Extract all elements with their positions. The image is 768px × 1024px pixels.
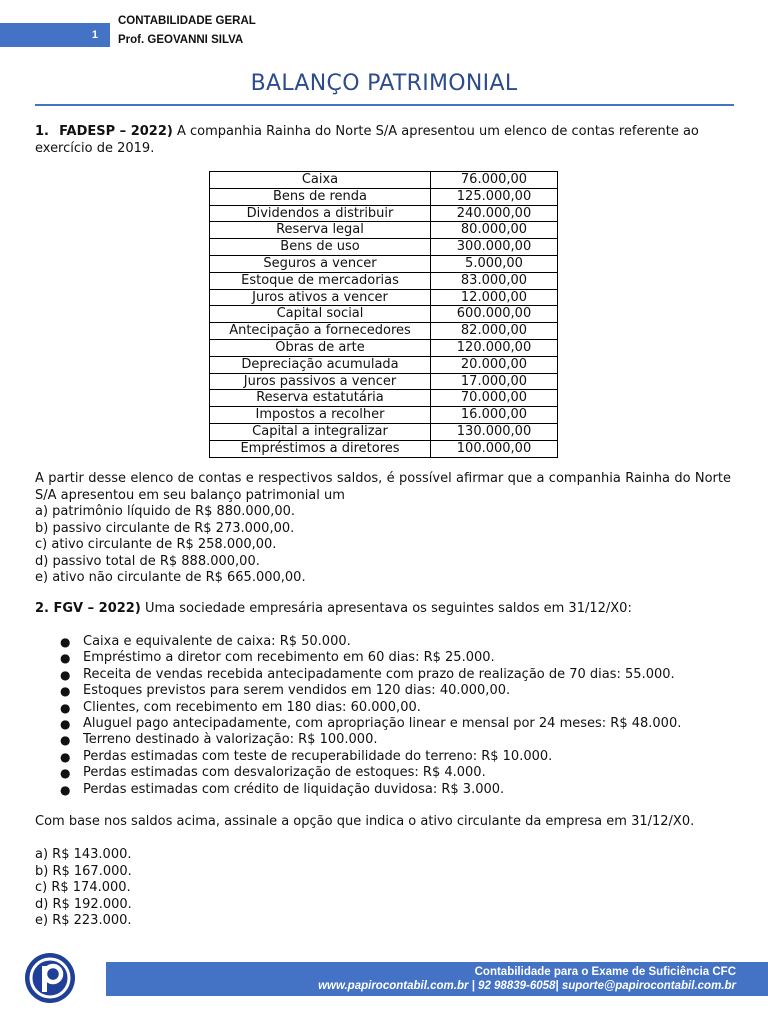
- bullet-icon: ●: [60, 684, 71, 699]
- account-name-cell: Reserva legal: [210, 222, 431, 239]
- bullet-icon: ●: [60, 782, 71, 797]
- account-value-cell: 83.000,00: [431, 272, 558, 289]
- list-item: ● Aluguel pago antecipadamente, com apropriação linear e mensal por 24 meses: R$ 48.000.: [60, 716, 682, 732]
- q1-text: A companhia Rainha do Norte S/A apresentou um elenco de contas referente ao exercício de 2019.: [35, 124, 699, 156]
- q1-statement: [35, 124, 731, 157]
- page-title: BALANÇO PATRIMONIAL: [250, 71, 518, 96]
- bullet-icon: ●: [60, 667, 71, 682]
- account-value-cell: 82.000,00: [431, 323, 558, 340]
- q2-option-d: d) R$ 192.000.: [35, 896, 132, 912]
- bullet-icon: ●: [60, 733, 71, 748]
- bullet-icon: ●: [60, 766, 71, 781]
- table-row: [210, 323, 558, 340]
- bullet-icon: ●: [60, 635, 71, 649]
- q2-option-e: e) R$ 223.000.: [35, 913, 132, 928]
- list-item: ● Caixa e equivalente de caixa: R$ 50.000.: [60, 634, 351, 649]
- list-item: ● Clientes, com recebimento em 180 dias: 60.000,00.: [60, 699, 421, 715]
- professor-name: Prof. GEOVANNI SILVA: [118, 34, 244, 46]
- account-value-cell: 20.000,00: [431, 356, 558, 373]
- page-number-badge: [0, 23, 110, 47]
- list-item: ● Receita de vendas recebida antecipadamente com prazo de realização de 70 dias: 55.000.: [60, 666, 675, 682]
- account-name-cell: Bens de uso: [210, 239, 431, 256]
- table-row: [210, 239, 558, 256]
- account-name-cell: Capital social: [210, 306, 431, 323]
- q2-option-b: b) R$ 167.000.: [35, 863, 132, 879]
- footer-contact: www.papirocontabil.com.br | 92 98839-6058| suporte@papirocontabil.com.br: [318, 980, 736, 992]
- bullet-icon: ●: [60, 700, 71, 715]
- account-value-cell: 100.000,00: [431, 440, 558, 457]
- table-row: [210, 306, 558, 323]
- list-item: ● Perdas estimadas com desvalorização de estoques: R$ 4.000.: [60, 765, 486, 781]
- list-item: ● Terreno destinado à valorização: R$ 100.000.: [60, 732, 378, 748]
- q1-option-d: d) passivo total de R$ 888.000,00.: [35, 553, 260, 569]
- account-name-cell: Caixa: [210, 172, 431, 189]
- account-value-cell: 17.000,00: [431, 373, 558, 390]
- account-value-cell: 16.000,00: [431, 407, 558, 424]
- page-number: 1: [91, 29, 98, 41]
- q2-question: Com base nos saldos acima, assinale a opção que indica o ativo circulante da empresa em 31/12/X0.: [35, 814, 695, 829]
- account-value-cell: 80.000,00: [431, 222, 558, 239]
- q2-text: Uma sociedade empresária apresentava os seguintes saldos em 31/12/X0:: [144, 601, 632, 616]
- account-value-cell: 300.000,00: [431, 239, 558, 256]
- papiro-logo-icon: [24, 952, 76, 1004]
- bullet-icon: ●: [60, 651, 71, 666]
- table-row: [210, 222, 558, 239]
- account-value-cell: 600.000,00: [431, 306, 558, 323]
- list-item: ● Estoques previstos para serem vendidos em 120 dias: 40.000,00.: [60, 683, 511, 699]
- account-name-cell: Antecipação a fornecedores: [210, 323, 431, 340]
- table-row: [210, 339, 558, 356]
- table-row: [210, 373, 558, 390]
- table-row: [210, 440, 558, 457]
- q2-balances-list: [35, 634, 681, 798]
- account-name-cell: Juros ativos a vencer: [210, 289, 431, 306]
- account-name-cell: Capital a integralizar: [210, 423, 431, 440]
- q2-option-a: a) R$ 143.000.: [35, 847, 132, 862]
- table-row: [210, 289, 558, 306]
- q1-options: [35, 504, 306, 587]
- account-value-cell: 12.000,00: [431, 289, 558, 306]
- account-name-cell: Seguros a vencer: [210, 255, 431, 272]
- account-value-cell: 125.000,00: [431, 188, 558, 205]
- q1-question: A partir desse elenco de contas e respectivos saldos, é possível afirmar que a companhia Rainha do Norte S/A apresentou em seu balanço patrimonial um: [35, 471, 731, 503]
- account-name-cell: Depreciação acumulada: [210, 356, 431, 373]
- q1-option-c: c) ativo circulante de R$ 258.000,00.: [35, 537, 277, 552]
- q2-statement: [35, 601, 731, 618]
- list-item: ● Perdas estimadas com crédito de liquidação duvidosa: R$ 3.000.: [60, 781, 505, 797]
- footer-bar: [106, 962, 768, 996]
- table-row: [210, 423, 558, 440]
- course-title: CONTABILIDADE GERAL: [118, 15, 256, 27]
- q1-option-a: a) patrimônio líquido de R$ 880.000,00.: [35, 504, 296, 519]
- list-item: ● Perdas estimadas com teste de recuperabilidade do terreno: R$ 10.000.: [60, 748, 553, 764]
- q2-source: 2. FGV – 2022): [35, 601, 141, 616]
- table-row: [210, 172, 558, 189]
- account-name-cell: Obras de arte: [210, 339, 431, 356]
- table-row: [210, 205, 558, 222]
- account-value-cell: 130.000,00: [431, 423, 558, 440]
- account-name-cell: Juros passivos a vencer: [210, 373, 431, 390]
- bullet-icon: ●: [60, 749, 71, 764]
- account-value-cell: 120.000,00: [431, 339, 558, 356]
- account-value-cell: 70.000,00: [431, 390, 558, 407]
- account-value-cell: 5.000,00: [431, 255, 558, 272]
- table-row: [210, 272, 558, 289]
- account-name-cell: Bens de renda: [210, 188, 431, 205]
- q2-option-c: c) R$ 174.000.: [35, 880, 131, 895]
- table-row: [210, 356, 558, 373]
- account-name-cell: Dividendos a distribuir: [210, 205, 431, 222]
- table-row: [210, 390, 558, 407]
- account-name-cell: Empréstimos a diretores: [210, 440, 431, 457]
- account-value-cell: 76.000,00: [431, 172, 558, 189]
- q1-option-e: e) ativo não circulante de R$ 665.000,00.: [35, 570, 306, 585]
- account-value-cell: 240.000,00: [431, 205, 558, 222]
- footer-tagline: Contabilidade para o Exame de Suficiência CFC: [474, 966, 736, 978]
- q1-source: FADESP – 2022): [59, 124, 173, 139]
- list-item: ● Empréstimo a diretor com recebimento em 60 dias: R$ 25.000.: [60, 650, 495, 666]
- q1-number: 1.: [35, 124, 49, 139]
- bullet-icon: ●: [60, 717, 71, 732]
- table-row: [210, 188, 558, 205]
- account-name-cell: Estoque de mercadorias: [210, 272, 431, 289]
- table-row: [210, 407, 558, 424]
- accounts-table: [209, 171, 558, 458]
- q2-options: [35, 847, 132, 930]
- table-row: [210, 255, 558, 272]
- account-name-cell: Reserva estatutária: [210, 390, 431, 407]
- account-name-cell: Impostos a recolher: [210, 407, 431, 424]
- title-divider: [35, 104, 734, 106]
- q1-option-b: b) passivo circulante de R$ 273.000,00.: [35, 520, 295, 536]
